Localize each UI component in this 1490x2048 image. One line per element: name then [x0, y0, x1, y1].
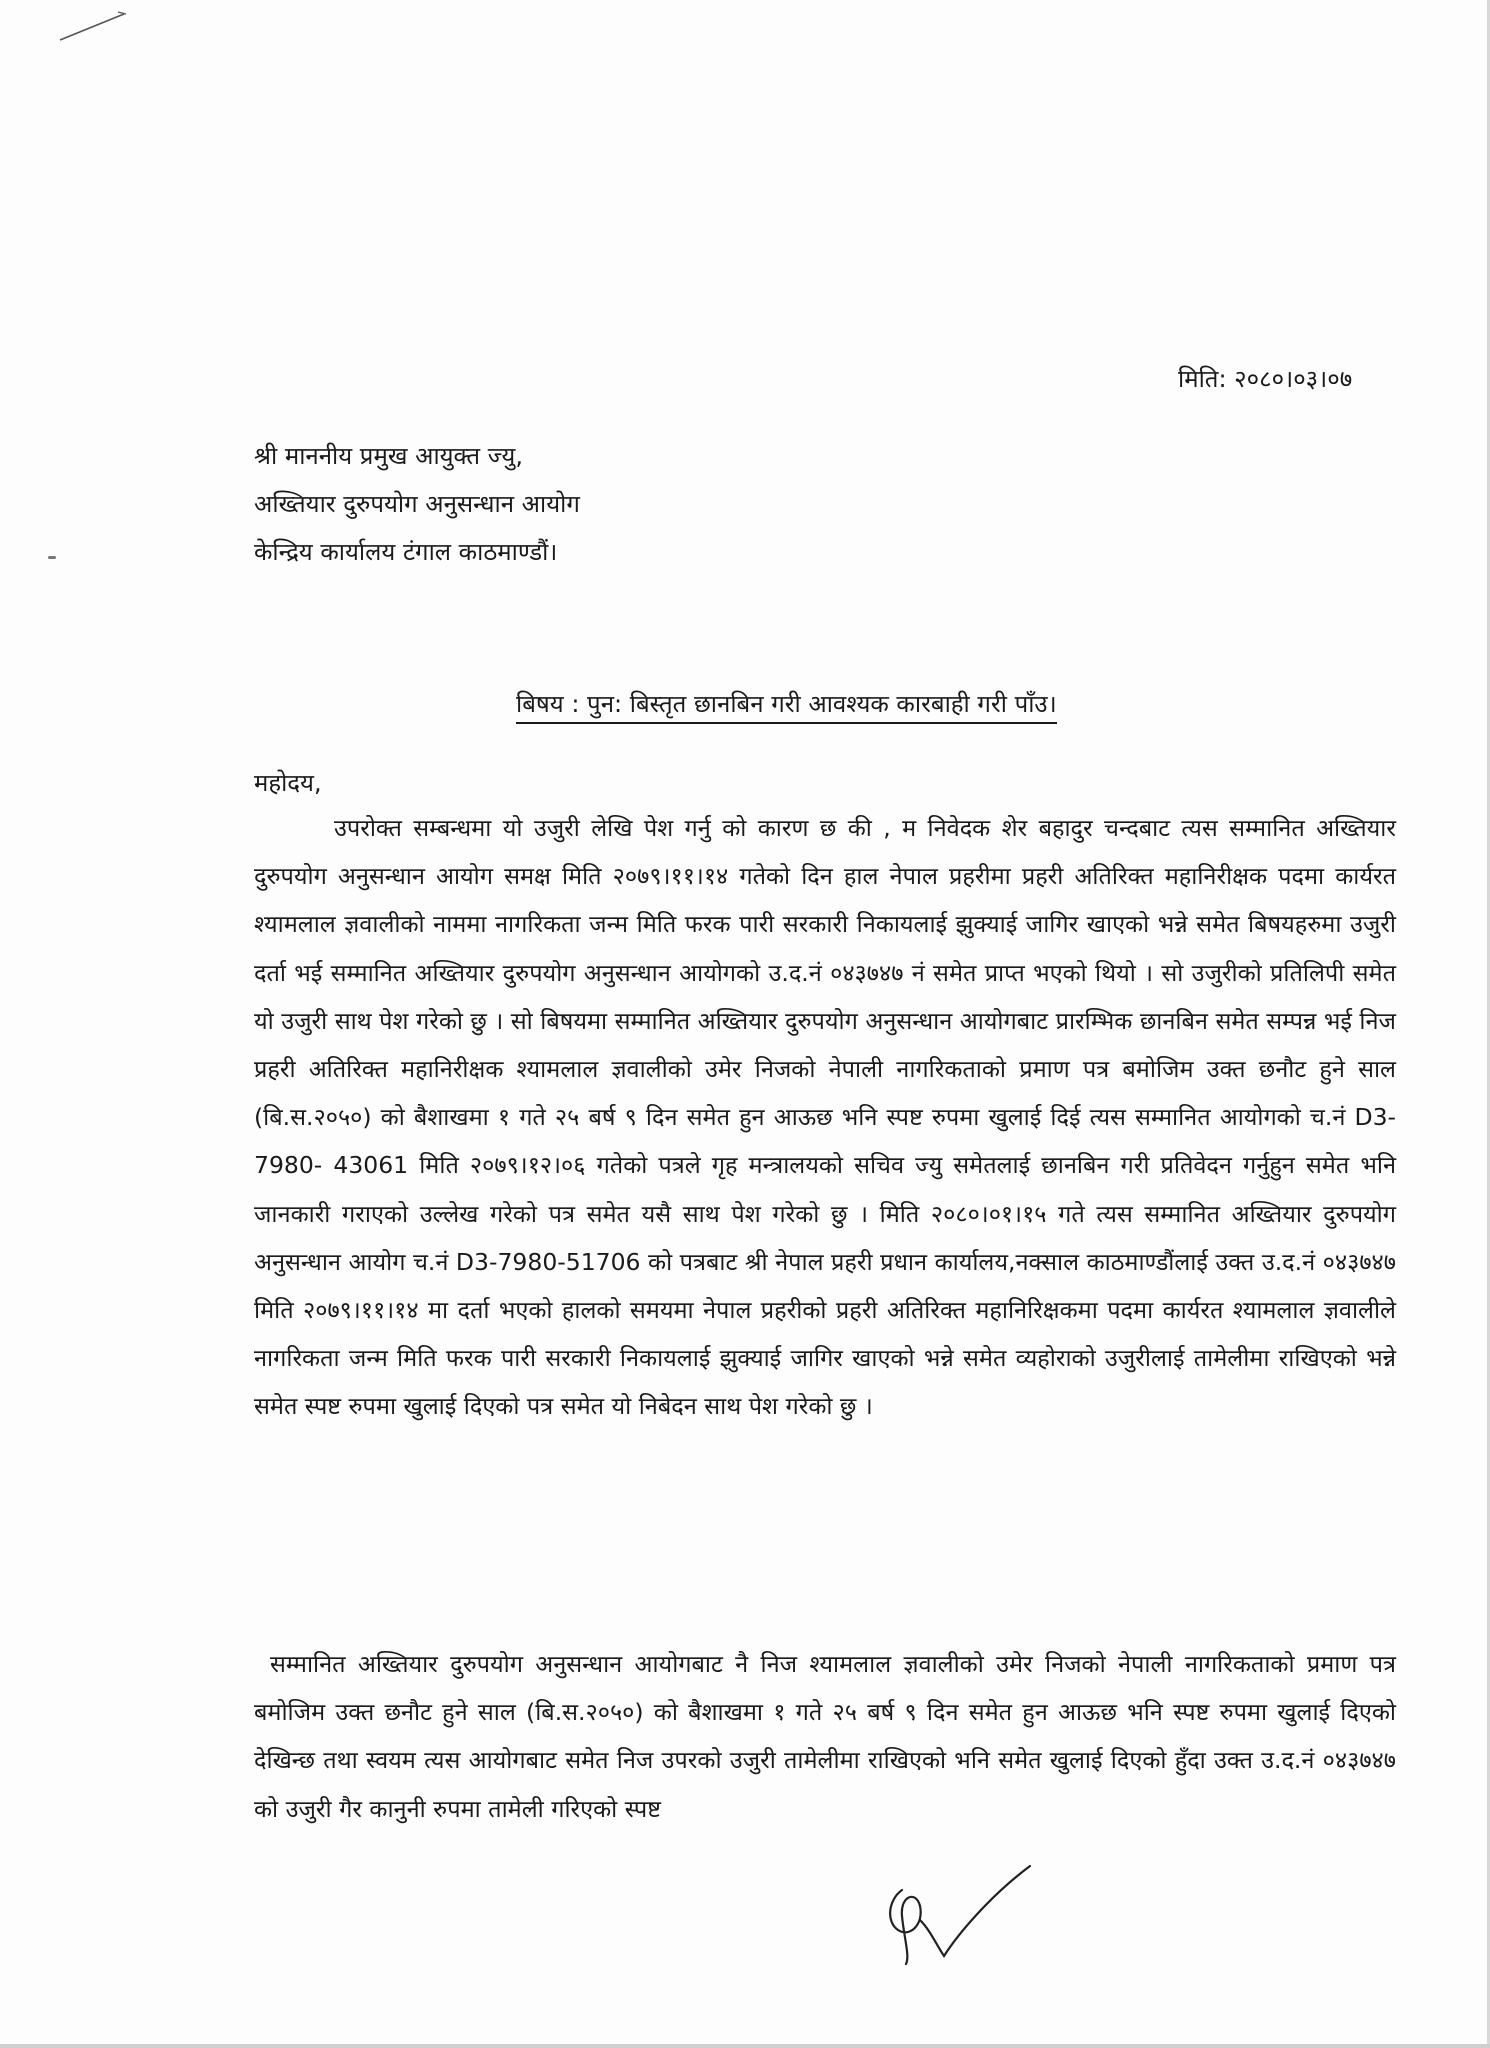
scan-speck — [48, 556, 56, 559]
recipient-line-1: श्री माननीय प्रमुख आयुक्त ज्यु, — [254, 442, 523, 470]
letter-subject: बिषय : पुन: बिस्तृत छानबिन गरी आवश्यक कारबाही गरी पाँउ। — [516, 686, 1057, 724]
recipient-line-2: अख्तियार दुरुपयोग अनुसन्धान आयोग — [254, 490, 580, 518]
page-bottom-edge — [0, 2044, 1490, 2048]
handwritten-signature — [880, 1860, 1050, 1970]
recipient-address — [254, 432, 580, 576]
pen-stroke-mark — [58, 8, 128, 48]
letter-date: मिति: २०८०।०३।०७ — [1178, 365, 1353, 393]
body-paragraph-1: उपरोक्त सम्बन्धमा यो उजुरी लेखि पेश गर्नु को कारण छ की , म निवेदक शेर बहादुर चन्दबाट त्यस सम्मानित अख्तियार दुरुपयोग अनुसन्धान आयोग समक्ष मिति २०७९।११।१४ गतेको दिन हाल नेपाल प्रहरीमा प्रहरी अतिरिक्त महानिरीक्षक पदमा कार्यरत श्यामलाल ज्ञवालीको नाममा नागरिकता जन्म मिति फरक पारी सरकारी निकायलाई झुक्याई जागिर खाएको भन्ने समेत बिषयहरुमा उजुरी दर्ता भई सम्मानित अख्तियार दुरुपयोग अनुसन्धान आयोगको उ.द.नं ०४३७४७ नं समेत प्राप्त भएको थियो । सो उजुरीको प्रतिलिपी समेत यो उजुरी साथ पेश गरेको छु । सो बिषयमा सम्मानित अख्तियार दुरुपयोग अनुसन्धान आयोगबाट प्रारम्भिक छानबिन समेत सम्पन्न भई निज प्रहरी अतिरिक्त महानिरीक्षक श्यामलाल ज्ञवालीको उमेर निजको नेपाली नागरिकताको प्रमाण पत्र बमोजिम उक्त छनौट हुने साल (बि.स.२०५०) को बैशाखमा १ गते २५ बर्ष ९ दिन समेत हुन आऊछ भनि स्पष्ट रुपमा खुलाई दिई त्यस सम्मानित आयोगको च.नं D3-7980- 43061 मिति २०७९।१२।०६ गतेको पत्रले गृह मन्त्रालयको सचिव ज्यु समेतलाई छानबिन गरी प्रतिवेदन गर्नुहुन समेत भनि जानकारी गराएको उल्लेख गरेको पत्र समेत यसै साथ पेश गरेको छु । मिति २०८०।०१।१५ गते त्यस सम्मानित अख्तियार दुरुपयोग अनुसन्धान आयोग च.नं D3-7980-51706 को पत्रबाट श्री नेपाल प्रहरी प्रधान कार्यालय,नक्साल काठमाण्डौंलाई उक्त उ.द.नं ०४३७४७ मिति २०७९।११।१४ मा दर्ता भएको हालको समयमा नेपाल प्रहरीको प्रहरी अतिरिक्त महानिरिक्षकमा पदमा कार्यरत श्यामलाल ज्ञवालीले नागरिकता जन्म मिति फरक पारी सरकारी निकायलाई झुक्याई जागिर खाएको भन्ने समेत व्यहोराको उजुरीलाई तामेलीमा राखिएको भन्ने समेत स्पष्ट रुपमा खुलाई दिएको पत्र समेत यो निबेदन साथ पेश गरेको छु । — [254, 814, 1396, 1421]
body-paragraph-2: सम्मानित अख्तियार दुरुपयोग अनुसन्धान आयोगबाट नै निज श्यामलाल ज्ञवालीको उमेर निजको नेपाली नागरिकताको प्रमाण पत्र बमोजिम उक्त छनौट हुने साल (बि.स.२०५०) को बैशाखमा १ गते २५ बर्ष ९ दिन समेत हुन आऊछ भनि स्पष्ट रुपमा खुलाई दिएको देखिन्छ तथा स्वयम त्यस आयोगबाट समेत निज उपरको उजुरी तामेलीमा राखिएको भनि समेत खुलाई दिएको हुँदा उक्त उ.द.नं ०४३७४७ को उजुरी गैर कानुनी रुपमा तामेली गरिएको स्पष्ट — [254, 1650, 1396, 1823]
salutation: महोदय, — [254, 769, 322, 797]
recipient-line-3: केन्द्रिय कार्यालय टंगाल काठमाण्डौं। — [254, 538, 558, 566]
